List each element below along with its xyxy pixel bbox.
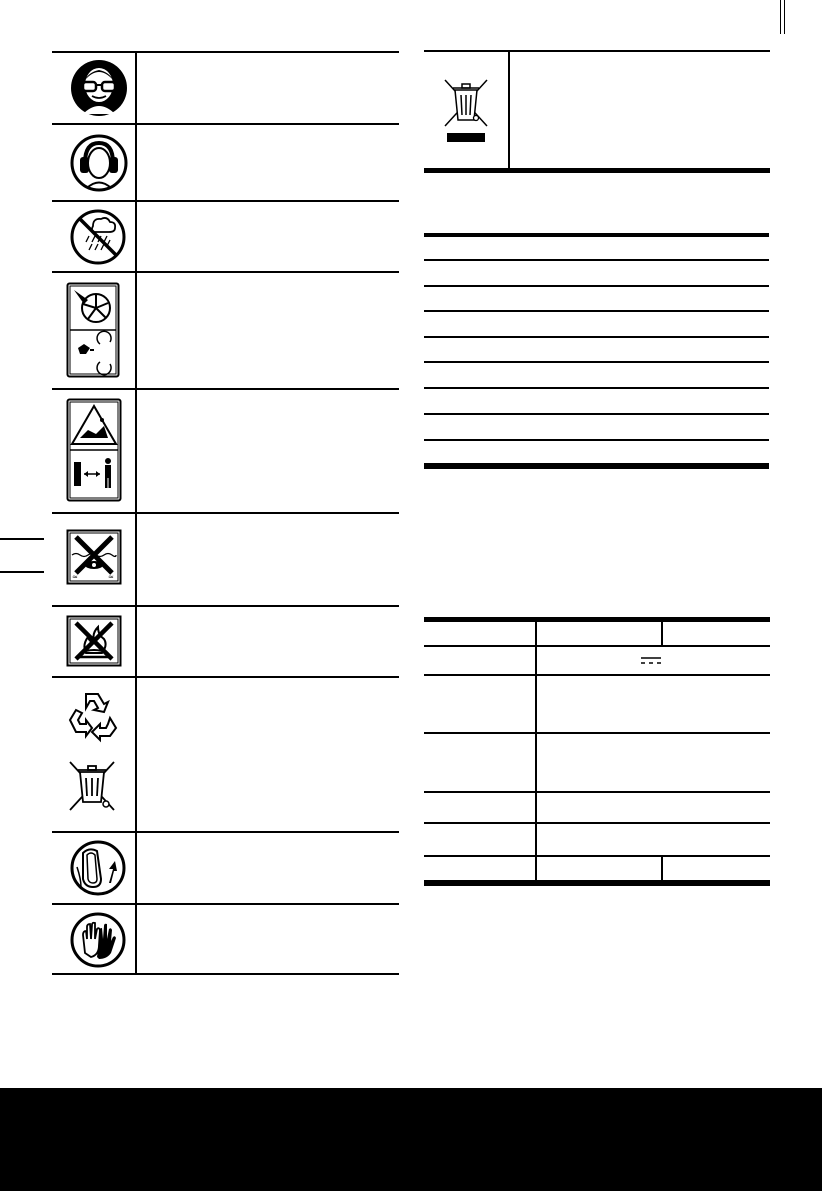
table-row [424,387,769,389]
dc-voltage-icon [640,656,662,666]
crop-mark [784,0,785,34]
table-row [424,336,769,338]
no-rain-icon [69,208,127,266]
weee-bin-icon [443,78,489,144]
table-row [424,285,769,287]
page-edge-mark [0,538,44,540]
footer-band [0,1088,822,1191]
table-row [424,439,769,441]
rotating-fan-hazard-icon [66,282,120,378]
flying-debris-keep-distance-icon [66,398,122,502]
svg-text:≈: ≈ [72,573,78,581]
safety-glasses-icon [69,58,129,118]
ear-protection-icon [69,133,129,193]
no-water-jet-icon [66,529,122,585]
table-row [424,413,769,415]
table-row [424,310,769,312]
no-fire-icon [66,615,122,667]
recycle-and-weee-icon [64,690,120,818]
page-edge-mark [0,571,44,573]
protective-gloves-icon [69,911,127,969]
table-row [424,259,769,261]
table-row [424,361,769,363]
crop-mark [780,0,781,34]
protective-footwear-icon [69,839,127,897]
svg-text:≈: ≈ [108,573,114,581]
